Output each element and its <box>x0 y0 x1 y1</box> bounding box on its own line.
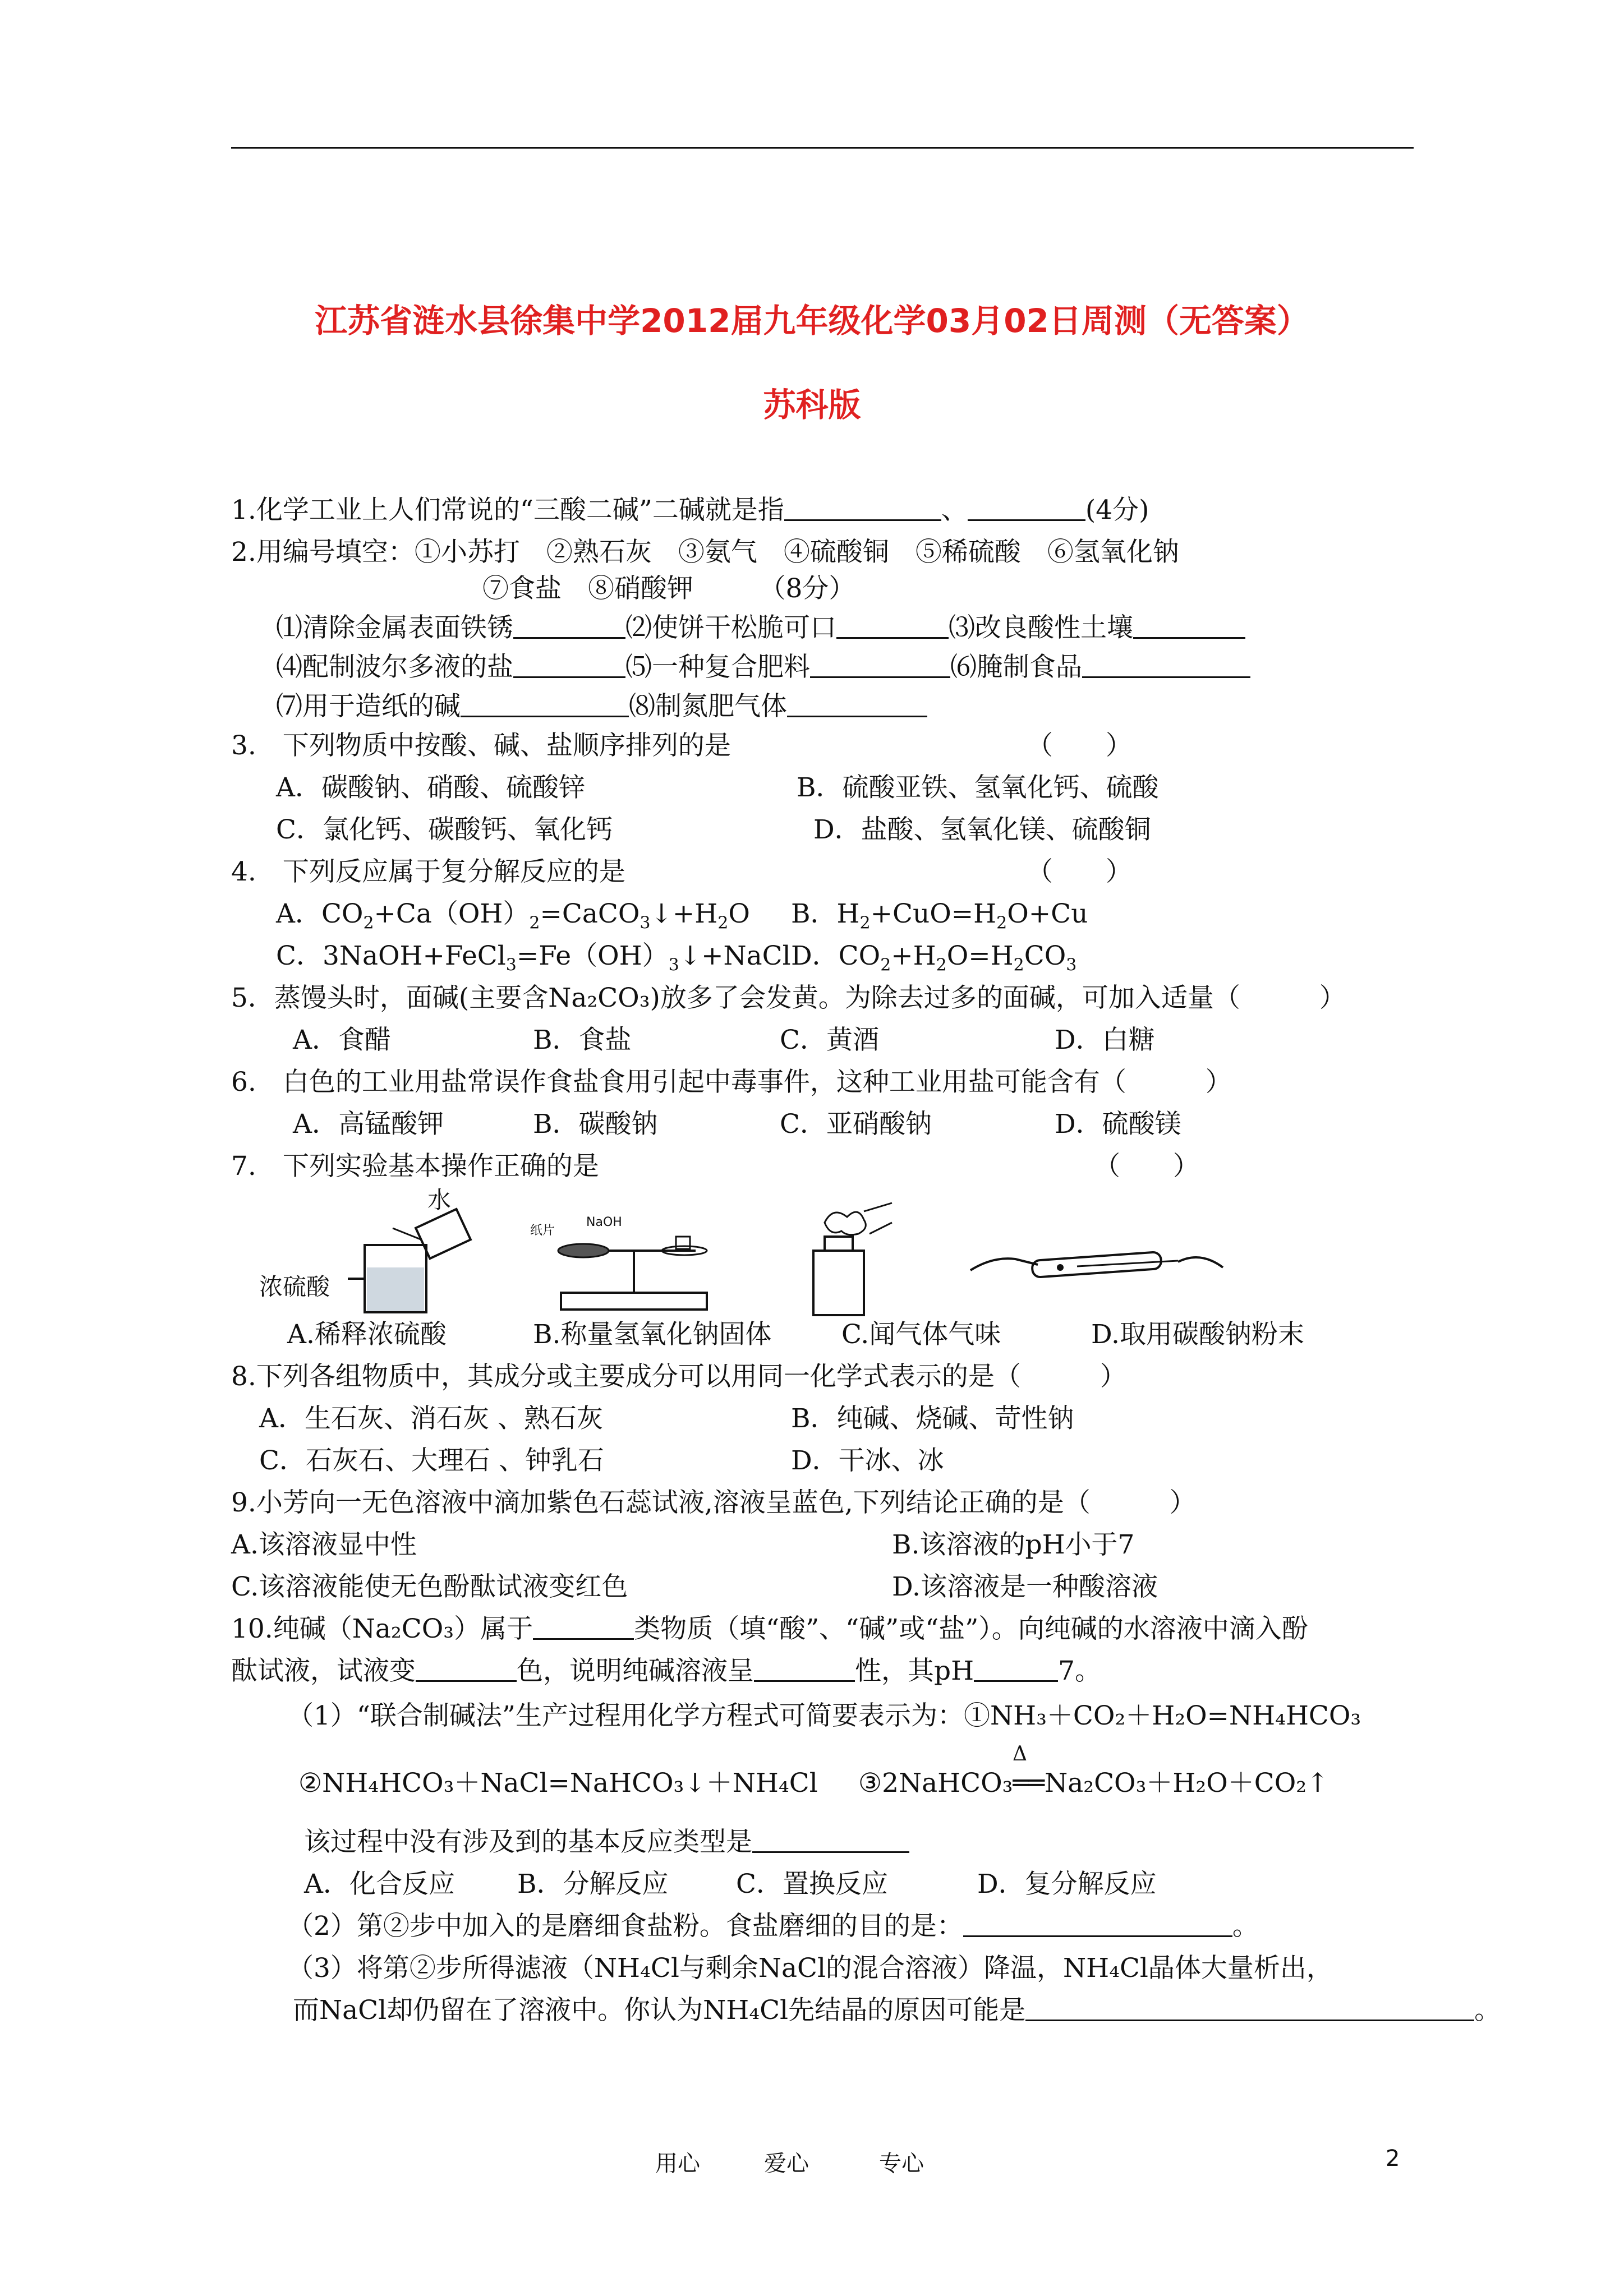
q6-option-a: A．高锰酸钾 <box>293 1109 444 1140</box>
q9-option-c: C.该溶液能使无色酚酞试液变红色 <box>231 1571 628 1602</box>
footer-motto-1: 用心 <box>655 2151 700 2177</box>
q5-option-d: D．白糖 <box>1055 1025 1155 1055</box>
q10-option-d: D．复分解反应 <box>977 1869 1157 1899</box>
footer-motto-2: 爱心 <box>764 2151 809 2177</box>
test-tube-figure <box>965 1239 1229 1295</box>
question-10-line-2: 酞试液，试液变 色，说明纯碱溶液呈 性，其pH 7。 <box>231 1656 1101 1686</box>
question-7-stem: 7. 下列实验基本操作正确的是 <box>231 1151 599 1182</box>
q10-option-b: B．分解反应 <box>517 1869 669 1899</box>
label-water: 水 <box>427 1186 452 1214</box>
q3-option-d: D．盐酸、氢氧化镁、硫酸铜 <box>813 814 1151 845</box>
page-title: 江苏省涟水县徐集中学2012届九年级化学03月02日周测（无答案） <box>315 302 1309 340</box>
header-rule <box>231 147 1414 149</box>
label-concentrated-acid: 浓硫酸 <box>259 1273 330 1301</box>
q8-option-b: B．纯碱、烧碱、苛性钠 <box>791 1403 1074 1434</box>
question-9-stem: 9.小芳向一无色溶液中滴加紫色石蕊试液,溶液呈蓝色,下列结论正确的是（ ） <box>231 1487 1196 1518</box>
gas-bottle-figure <box>802 1200 898 1318</box>
question-2-stem-2: ⑦食盐 ⑧硝酸钾 （8分） <box>482 573 855 604</box>
question-4-stem: 4. 下列反应属于复分解反应的是 <box>231 856 625 887</box>
q10-sub-4: （3）将第②步所得滤液（NH₄Cl与剩余NaCl的混合溶液）降温，NH₄Cl晶体大量析出， <box>287 1953 1333 1984</box>
question-8-stem: 8.下列各组物质中，其成分或主要成分可以用同一化学式表示的是（ ） <box>231 1361 1126 1392</box>
q9-option-d: D.该溶液是一种酸溶液 <box>892 1571 1158 1602</box>
q3-option-c: C．氯化钙、碳酸钙、氧化钙 <box>276 814 613 845</box>
question-5-stem: 5．蒸馒头时，面碱(主要含Na₂CO₃)放多了会发黄。为除去过多的面碱，可加入适量（ ） <box>231 983 1346 1013</box>
label-paper: 纸片 <box>530 1224 555 1238</box>
heat-symbol: Δ <box>1013 1742 1027 1765</box>
beaker-pouring-figure <box>348 1206 477 1318</box>
q4-option-d: D．$CO_2+H_2O=H_2CO_3$ <box>791 940 1077 975</box>
q7-option-d: D.取用碳酸钠粉末 <box>1091 1319 1304 1350</box>
q8-option-a: A．生石灰、消石灰 、熟石灰 <box>259 1403 603 1434</box>
footer-motto-3: 专心 <box>879 2151 924 2177</box>
q10-equation-2: ②NH₄HCO₃＋NaCl=NaHCO₃↓＋NH₄Cl <box>298 1768 818 1799</box>
question-7-paren: （ ） <box>1094 1151 1199 1182</box>
q6-option-b: B．碳酸钠 <box>533 1109 658 1140</box>
q3-option-b: B．硫酸亚铁、氢氧化钙、硫酸 <box>797 772 1159 803</box>
question-3-stem: 3. 下列物质中按酸、碱、盐顺序排列的是 <box>231 730 731 761</box>
q5-option-a: A．食醋 <box>293 1025 391 1055</box>
q5-option-c: C．黄酒 <box>780 1025 879 1055</box>
q6-option-d: D．硫酸镁 <box>1055 1109 1181 1140</box>
q4-option-a: A．$CO_2+Ca(OH)_2=CaCO_3↓+H_2O$ <box>276 898 750 933</box>
q5-option-b: B．食盐 <box>533 1025 632 1055</box>
label-naoh: NaOH <box>586 1215 622 1229</box>
q6-option-c: C．亚硝酸钠 <box>780 1109 932 1140</box>
page-subtitle: 苏科版 <box>763 386 861 424</box>
q4-option-c: C．$3NaOH+FeCl_3=Fe(OH)_3↓+NaCl$ <box>276 940 791 975</box>
question-3-paren: （ ） <box>1027 730 1132 761</box>
q10-sub-1: （1）“联合制碱法”生产过程用化学方程式可简要表示为：①NH₃＋CO₂＋H₂O=NH₄HCO₃ <box>287 1700 1361 1731</box>
q10-equation-3: ③2NaHCO₃══Na₂CO₃＋H₂O＋CO₂↑ <box>858 1768 1329 1799</box>
question-4-paren: （ ） <box>1027 856 1132 887</box>
question-1: 1.化学工业上人们常说的“三酸二碱”二碱就是指 、 (4分) <box>231 495 1149 525</box>
q4-option-b: B．$H_2+CuO=H_2O+Cu$ <box>791 898 1088 933</box>
q10-sub-5: 而NaCl却仍留在了溶液中。你认为NH₄Cl先结晶的原因可能是 。 <box>293 1995 1501 2026</box>
q9-option-b: B.该溶液的pH小于7 <box>892 1529 1135 1560</box>
question-2-row-1: ⑴清除金属表面铁锈 ⑵使饼干松脆可口 ⑶改良酸性土壤 <box>276 611 1245 645</box>
q8-option-d: D．干冰、冰 <box>791 1445 944 1476</box>
q3-option-a: A．碳酸钠、硝酸、硫酸锌 <box>276 772 585 803</box>
question-10-line-1: 10.纯碱（Na₂CO₃）属于 类物质（填“酸”、“碱”或“盐”）。向纯碱的水溶液中滴入酚 <box>231 1613 1308 1644</box>
q7-option-a: A.稀释浓硫酸 <box>287 1319 447 1350</box>
question-2-row-3: ⑺用于造纸的碱 ⑻制氮肥气体 <box>276 690 927 723</box>
balance-figure <box>550 1228 718 1312</box>
q10-sub-2: 该过程中没有涉及到的基本反应类型是 <box>304 1825 909 1859</box>
q7-option-c: C.闻气体气味 <box>841 1319 1001 1350</box>
question-6-stem: 6. 白色的工业用盐常误作食盐食用引起中毒事件，这种工业用盐可能含有（ ） <box>231 1067 1232 1098</box>
q10-option-a: A．化合反应 <box>304 1869 455 1899</box>
q10-sub-3: （2）第②步中加入的是磨细食盐粉。食盐磨细的目的是： 。 <box>287 1911 1259 1942</box>
q10-option-c: C．置换反应 <box>736 1869 888 1899</box>
question-2-row-2: ⑷配制波尔多液的盐 ⑸一种复合肥料 ⑹腌制食品 <box>276 651 1250 684</box>
q8-option-c: C．石灰石、大理石 、钟乳石 <box>259 1445 604 1476</box>
q9-option-a: A.该溶液显中性 <box>231 1529 417 1560</box>
question-2-stem: 2.用编号填空：①小苏打 ②熟石灰 ③氨气 ④硫酸铜 ⑤稀硫酸 ⑥氢氧化钠 <box>231 537 1179 568</box>
q7-option-b: B.称量氢氧化钠固体 <box>533 1319 772 1350</box>
page-number: 2 <box>1386 2146 1400 2171</box>
